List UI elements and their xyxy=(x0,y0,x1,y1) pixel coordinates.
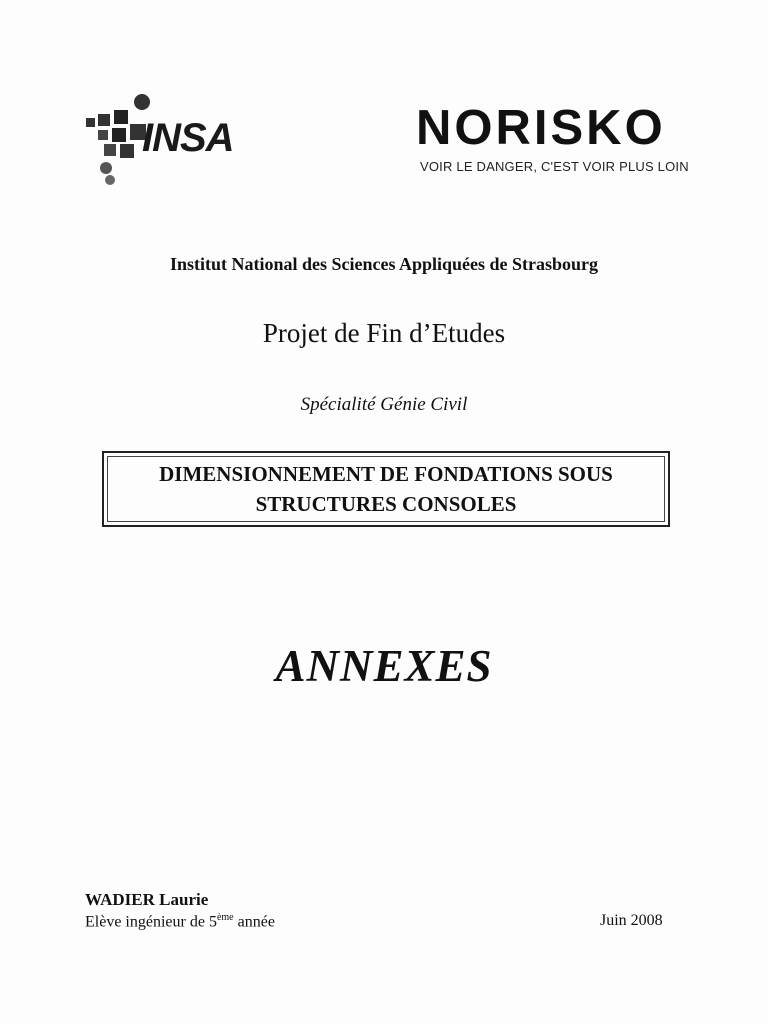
author-role xyxy=(85,912,275,931)
document-date: Juin 2008 xyxy=(600,912,663,929)
title-inner-frame xyxy=(107,456,665,522)
title-line-2: STRUCTURES CONSOLES xyxy=(255,492,517,516)
author-role-prefix: Elève ingénieur de 5 xyxy=(85,913,217,931)
author-role-suffix: année xyxy=(233,913,275,931)
project-heading: Projet de Fin d’Etudes xyxy=(262,318,506,348)
insa-logo xyxy=(80,92,280,192)
title-line-1: DIMENSIONNEMENT DE FONDATIONS SOUS xyxy=(159,462,613,486)
norisko-tagline: VOIR LE DANGER, C'EST VOIR PLUS LOIN xyxy=(420,159,689,174)
insa-logo-text: INSA xyxy=(142,116,234,160)
annexes-heading: ANNEXES xyxy=(275,641,493,691)
title-box xyxy=(102,451,670,527)
norisko-logo xyxy=(412,100,712,180)
author-name: WADIER Laurie xyxy=(85,890,209,909)
norisko-logo-name: NORISKO xyxy=(416,101,666,155)
author-role-sup: ème xyxy=(216,912,234,923)
institute-name: Institut National des Sciences Appliquées de Strasbourg xyxy=(169,254,599,274)
insa-dots-logo-icon xyxy=(80,92,150,192)
specialty-heading: Spécialité Génie Civil xyxy=(300,394,468,415)
